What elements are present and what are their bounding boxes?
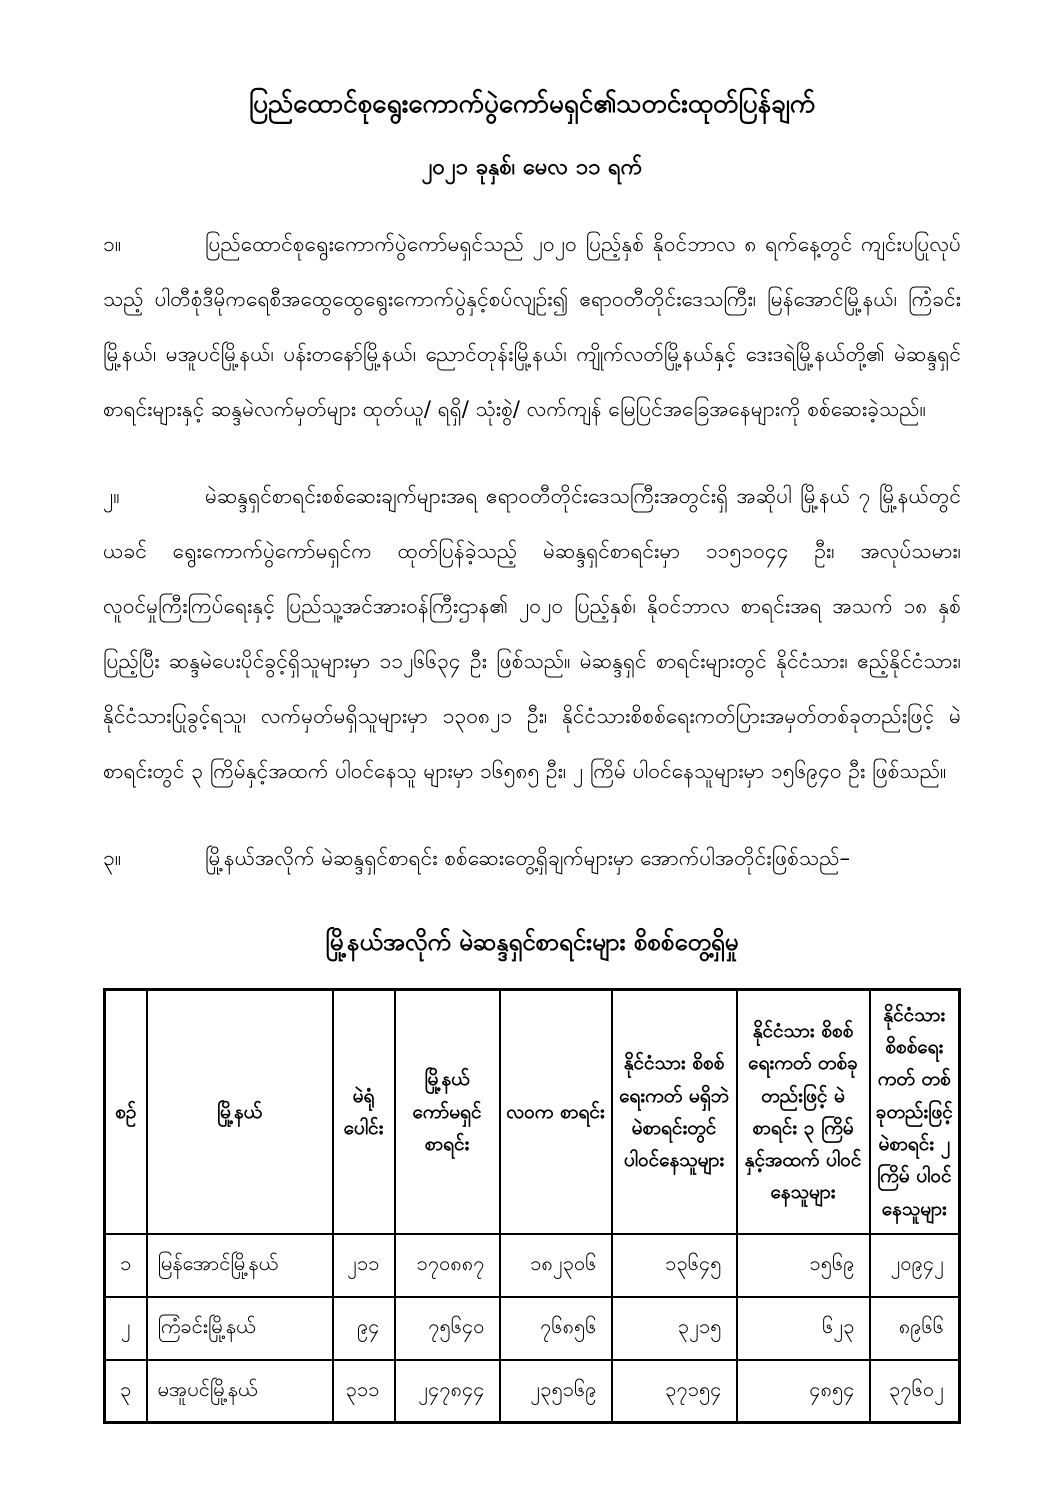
- row1-commission-list: ၁၇၀၈၈၇: [395, 1234, 500, 1297]
- row3-same-id-3plus: ၄၈၅၄: [737, 1360, 870, 1423]
- header-immigration-list: လဝက စာရင်း: [500, 989, 612, 1234]
- row2-immigration-list: ၇၆၈၅၆: [500, 1297, 612, 1360]
- document-date: ၂၀၂၁ ခုနှစ်၊ မေလ ၁၁ ရက်: [421, 154, 643, 180]
- row3-no-id: ၃၇၁၅၄: [612, 1360, 737, 1423]
- paragraph-2-number: ၂။: [103, 483, 120, 508]
- header-polling-stations: မဲရုံ ပေါင်း: [333, 989, 395, 1234]
- paragraph-1-number: ၁။: [103, 231, 122, 256]
- row2-no-id: ၃၂၁၅: [612, 1297, 737, 1360]
- paragraph-2: [103, 469, 961, 799]
- row3-commission-list: ၂၄၇၈၄၄: [395, 1360, 500, 1423]
- paragraph-3-number: ၃။: [103, 845, 122, 870]
- paragraph-3: [103, 831, 961, 886]
- table-row: [105, 1360, 960, 1423]
- row3-serial: ၃: [105, 1360, 147, 1423]
- row2-commission-list: ၇၅၆၄၀: [395, 1297, 500, 1360]
- paragraph-1-text: ပြည်ထောင်စုရွေးကောက်ပွဲကော်မရှင်သည် ၂၀၂၀ ပြည့်နှစ် နိုဝင်ဘာလ ၈ ရက်နေ့တွင် ကျင်းပပြုလုပ်သည့် ပါတီစုံဒီမိုကရေစီအထွေထွေရွေးကောက်ပွဲနှင့်စပ်လျဉ်း၍ ဧရာဝတီတိုင်းဒေသကြီး၊ မြန်အောင်မြို့နယ်၊ ကြံခင်းမြို့နယ်၊ မအူပင်မြို့နယ်၊ ပန်းတနော်မြို့နယ်၊ ညောင်တုန်းမြို့နယ်၊ ကျိုက်လတ်မြို့နယ်နှင့် ဒေးဒရဲမြို့နယ်တို့၏ မဲဆန္ဒရှင်စာရင်းများနှင့် ဆန္ဒမဲလက်မှတ်များ ထုတ်ယူ/ ရရှိ/ သုံးစွဲ/ လက်ကျန် မြေပြင်အခြေအနေများကို စစ်ဆေးခဲ့သည်။: [103, 231, 961, 421]
- header-township: မြို့နယ်: [147, 989, 333, 1234]
- row3-same-id-2times: ၃၇၆၀၂: [870, 1360, 960, 1423]
- row2-same-id-3plus: ၆၂၃: [737, 1297, 870, 1360]
- header-same-id-3plus: နိုင်ငံသား စိစစ်ရေးကတ် တစ်ခုတည်းဖြင့် မဲစာရင်း ၃ ကြိမ် နှင့်အထက် ပါဝင်နေသူများ: [737, 989, 870, 1234]
- table-row: [105, 1234, 960, 1297]
- row2-serial: ၂: [105, 1297, 147, 1360]
- row1-polling-stations: ၂၁၁: [333, 1234, 395, 1297]
- row1-same-id-2times: ၂၀၉၄၂: [870, 1234, 960, 1297]
- row2-township: ကြံခင်းမြို့နယ်: [147, 1297, 333, 1360]
- paragraph-2-text: မဲဆန္ဒရှင်စာရင်းစစ်ဆေးချက်များအရ ဧရာဝတီတိုင်းဒေသကြီးအတွင်းရှိ အဆိုပါ မြို့နယ် ၇ မြို့နယ်တွင် ယခင် ရွေးကောက်ပွဲကော်မရှင်က ထုတ်ပြန်ခဲ့သည့် မဲဆန္ဒရှင်စာရင်းမှာ ၁၁၅၁၀၄၄ ဦး၊ အလုပ်သမား၊ လူဝင်မှုကြီးကြပ်ရေးနှင့် ပြည်သူ့အင်အားဝန်ကြီးဌာန၏ ၂၀၂၀ ပြည့်နှစ်၊ နိုဝင်ဘာလ စာရင်းအရ အသက် ၁၈ နှစ်ပြည့်ပြီး ဆန္ဒမဲပေးပိုင်ခွင့်ရှိသူများမှာ ၁၁၂၆၆၃၄ ဦး ဖြစ်သည်။ မဲဆန္ဒရှင် စာရင်းများတွင် နိုင်ငံသား၊ ဧည့်နိုင်ငံသား၊ နိုင်ငံသားပြုခွင့်ရသူ၊ လက်မှတ်မရှိသူများမှာ ၁၃၀၈၂၁ ဦး၊ နိုင်ငံသားစိစစ်ရေးကတ်ပြားအမှတ်တစ်ခုတည်းဖြင့် မဲစာရင်းတွင် ၃ ကြိမ်နှင့်အထက် ပါဝင်နေသူ များမှာ ၁၆၅၈၅ ဦး၊ ၂ ကြိမ် ပါဝင်နေသူများမှာ ၁၅၆၉၄၀ ဦး ဖြစ်သည်။: [103, 483, 961, 783]
- row2-polling-stations: ၉၄: [333, 1297, 395, 1360]
- paragraph-3-text: မြို့နယ်အလိုက် မဲဆန္ဒရှင်စာရင်း စစ်ဆေးတွေ့ရှိချက်များမှာ အောက်ပါအတိုင်းဖြစ်သည်–: [205, 845, 851, 870]
- row3-polling-stations: ၃၁၁: [333, 1360, 395, 1423]
- row1-no-id: ၁၃၆၄၅: [612, 1234, 737, 1297]
- header-serial: စဉ်: [105, 989, 147, 1234]
- table-row: [105, 1297, 960, 1360]
- row3-immigration-list: ၂၃၅၁၆၉: [500, 1360, 612, 1423]
- row3-township: မအူပင်မြို့နယ်: [147, 1360, 333, 1423]
- row2-same-id-2times: ၈၉၆၆: [870, 1297, 960, 1360]
- row1-immigration-list: ၁၈၂၃၀၆: [500, 1234, 612, 1297]
- table-header-row: [105, 989, 960, 1234]
- row1-same-id-3plus: ၁၅၆၉: [737, 1234, 870, 1297]
- paragraph-1: [103, 217, 961, 437]
- voter-list-audit-table: [103, 988, 961, 1425]
- header-commission-list: မြို့နယ် ကော်မရှင် စာရင်း: [395, 989, 500, 1234]
- row1-township: မြန်အောင်မြို့နယ်: [147, 1234, 333, 1297]
- document-title: ပြည်ထောင်စုရွေးကောက်ပွဲကော်မရှင်၏သတင်းထုတ်ပြန်ချက်: [248, 89, 816, 119]
- header-no-id-in-list: နိုင်ငံသား စိစစ်ရေးကတ် မရှိဘဲ မဲစာရင်းတွင် ပါဝင်နေသူများ: [612, 989, 737, 1234]
- row1-serial: ၁: [105, 1234, 147, 1297]
- header-same-id-2times: နိုင်ငံသား စိစစ်ရေးကတ် တစ်ခုတည်းဖြင့် မဲစာရင်း ၂ ကြိမ် ပါဝင်နေသူများ: [870, 989, 960, 1234]
- table-caption: မြို့နယ်အလိုက် မဲဆန္ဒရှင်စာရင်းများ စိစစ်တွေ့ရှိမှု: [325, 927, 739, 956]
